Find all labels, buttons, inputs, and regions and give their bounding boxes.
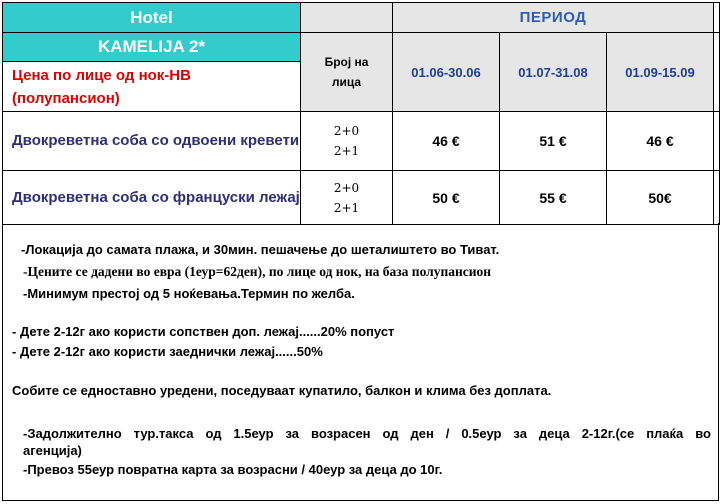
note-child-shared-bed: - Дете 2-12г ако користи заеднички лежај......50%	[12, 344, 323, 359]
persons-option: 2+0	[333, 180, 360, 195]
header-blank	[301, 3, 393, 33]
room-type-twin: Двокреветна соба со одвоени кревети	[3, 112, 301, 171]
persons-cell-double	[301, 171, 393, 225]
note-child-own-bed: - Дете 2-12г ако користи сопствен доп. лежај......20% попуст	[12, 324, 395, 339]
price-table	[2, 2, 720, 225]
persons-option: 2+1	[333, 144, 360, 158]
period-col-3: 01.09-15.09	[607, 33, 714, 112]
persons-cell-twin	[301, 112, 393, 171]
price-cell: 46 €	[393, 112, 500, 171]
period-header: ПЕРИОД	[393, 3, 714, 33]
period-col-2: 01.07-31.08	[500, 33, 607, 112]
edge-cell	[714, 3, 720, 33]
period-col-1: 01.06-30.06	[393, 33, 500, 112]
price-cell: 50€	[607, 171, 714, 225]
notes-panel	[2, 223, 719, 501]
persons-header	[301, 33, 393, 112]
edge-cell	[714, 171, 720, 225]
note-rooms-info: Собите се едноставно уредени, поседуваат купатило, балкон и клима без доплата.	[12, 383, 552, 398]
persons-option: 2+1	[333, 200, 360, 215]
edge-cell	[714, 112, 720, 171]
hotel-label: Hotel	[3, 3, 301, 33]
note-prices-info: -Цените се дадени во евра (1еур=62ден), по лице од нок, на база полупансион	[23, 264, 492, 279]
note-tax-line1: -Задолжително тур.такса од 1.5еур за возрасен од ден / 0.5еур за деца 2-12г.(се плаќа во	[23, 426, 711, 441]
edge-cell	[714, 33, 720, 112]
persons-option: 2+0	[333, 124, 360, 138]
note-location: -Локација до самата плажа, и 30мин. пешачење до шеталиштето во Тиват.	[21, 242, 500, 257]
price-cell: 55 €	[500, 171, 607, 225]
price-cell: 50 €	[393, 171, 500, 225]
note-min-stay: -Минимум престој од 5 ноќевања.Термин по желба.	[23, 286, 355, 301]
room-type-double: Двокреветна соба со француски лежај	[3, 171, 301, 225]
persons-header-text: Број на лица	[324, 55, 369, 89]
price-cell: 46 €	[607, 112, 714, 171]
price-cell: 51 €	[500, 112, 607, 171]
note-tax-line2: агенција)	[23, 443, 82, 458]
note-transport: -Превоз 55еур повратна карта за возрасни / 40еур за деца до 10г.	[23, 462, 443, 477]
price-note: Цена по лице од нок-НВ (полупансион)	[3, 62, 301, 112]
hotel-name: KAMELIJA 2*	[3, 33, 301, 62]
